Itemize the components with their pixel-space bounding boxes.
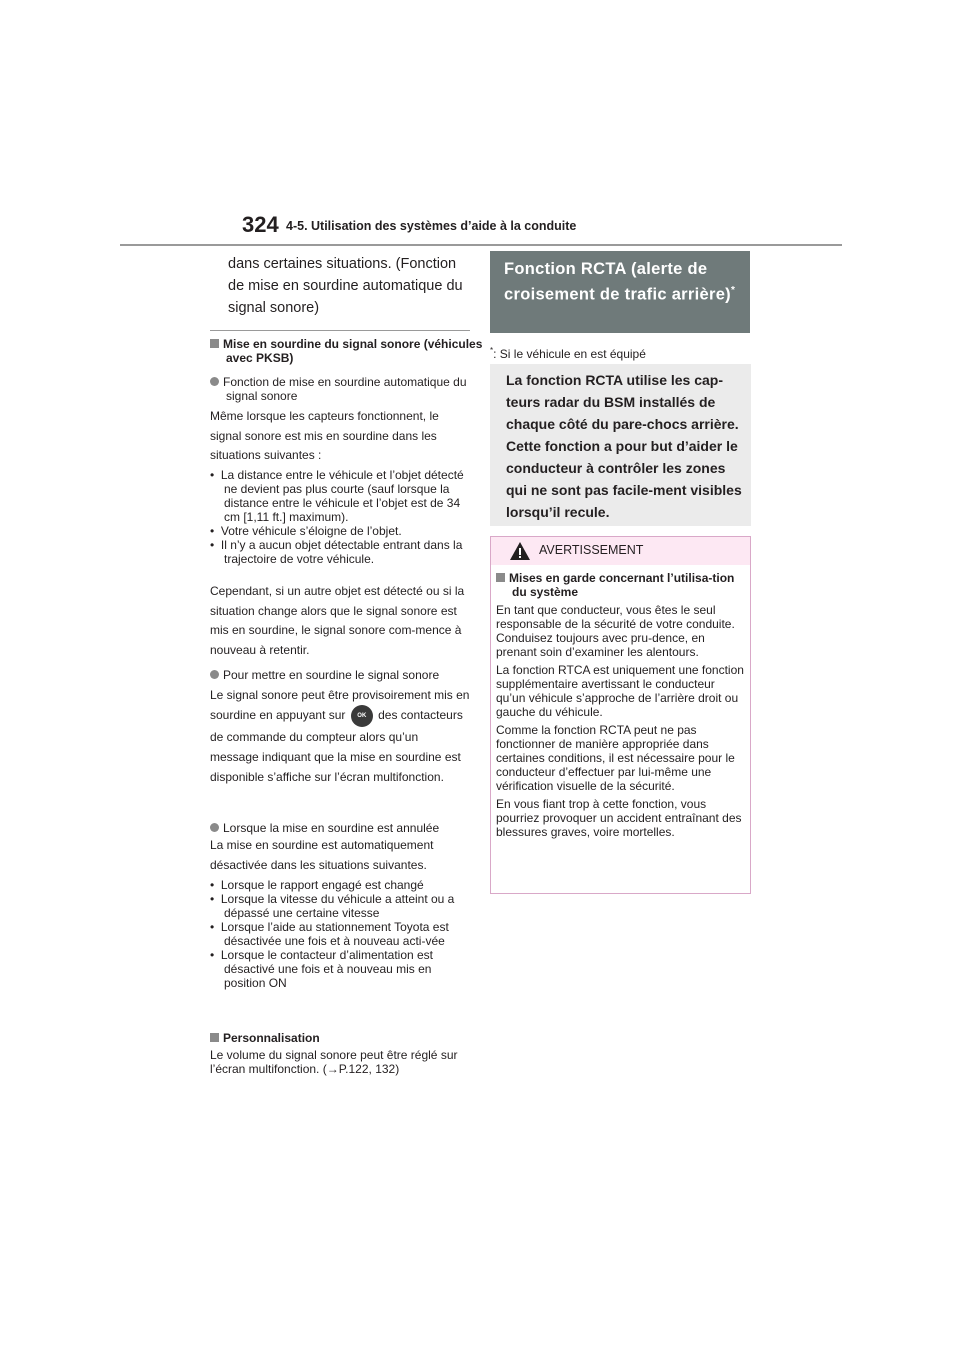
warning-paragraph: La fonction RTCA est uniquement une fonction supplémentaire avertissant le conducteur qu’un véhicule s’approche de l’arrière droit ou gauche du véhicule. bbox=[496, 663, 744, 719]
list-item: • La distance entre le véhicule et l’objet détecté ne devient pas plus courte (sauf lorsque la distance entre le véhicule et l’objet est de 34 cm [1,11 ft.] maximum). bbox=[210, 468, 464, 524]
warning-box bbox=[490, 536, 751, 894]
to-mute-title: Pour mettre en sourdine le signal sonore bbox=[210, 668, 486, 682]
rcta-heading-box bbox=[490, 251, 750, 333]
summary-box bbox=[490, 364, 751, 526]
ok-button-icon: OK bbox=[351, 705, 373, 727]
round-bullet-icon bbox=[210, 377, 219, 386]
warning-header bbox=[491, 537, 750, 565]
page-number: 324 bbox=[242, 212, 279, 237]
round-bullet-icon bbox=[210, 823, 219, 832]
warning-label: AVERTISSEMENT bbox=[539, 543, 644, 557]
list-item: • Lorsque le contacteur d’alimentation est désactivé une fois et à nouveau mis en position ON bbox=[210, 948, 434, 990]
list-item: • Votre véhicule s’éloigne de l’objet. bbox=[210, 524, 402, 538]
warning-paragraph: Comme la fonction RCTA peut ne pas fonctionner de manière appropriée dans certaines conditions, il est nécessaire pour le conducteur d’effectuer par lui-même une vérification visuelle de la sécurité. bbox=[496, 723, 735, 793]
list-item: • Lorsque l’aide au stationnement Toyota est désactivée une fois et à nouveau acti-vée bbox=[210, 920, 449, 948]
summary-text: La fonction RCTA utilise les cap-teurs radar du BSM installés de chaque côté du pare-chocs arrière. Cette fonction a pour but d’aider le conducteur à contrôler les zones qui ne sont pas facile-ment visibles lorsqu’il recule. bbox=[506, 372, 742, 520]
list-item: • Lorsque le rapport engagé est changé bbox=[210, 878, 424, 892]
section-title: 4-5. Utilisation des systèmes d’aide à la conduite bbox=[286, 219, 577, 233]
auto-mute-title: Fonction de mise en sourdine automatique du signal sonore bbox=[210, 375, 486, 403]
custom-heading: Personnalisation bbox=[210, 1031, 470, 1045]
auto-mute-text: Même lorsque les capteurs fonctionnent, le signal sonore est mis en sourdine dans les situations suivantes : bbox=[210, 409, 439, 462]
warning-body bbox=[496, 571, 744, 839]
to-mute-text: Le signal sonore peut être provisoirement mis en sourdine en appuyant sur OK des contacteurs de commande du compteur alors qu’un message indiquant que la mise en sourdine est disponible s’affiche sur l’écran multifonction. bbox=[210, 688, 470, 784]
footnote: *: Si le véhicule en est équipé bbox=[490, 346, 646, 361]
warning-triangle-icon bbox=[509, 541, 531, 561]
warning-paragraph: En tant que conducteur, vous êtes le seul responsable de la sécurité de votre conduite. Conduisez toujours avec pru-dence, en prenant soin d’examiner les alentours. bbox=[496, 603, 735, 659]
intro-text: dans certaines situations. (Fonction de mise en sourdine automatique du signal sonore) bbox=[228, 256, 463, 316]
square-bullet-icon bbox=[496, 573, 505, 582]
however-text: Cependant, si un autre objet est détecté ou si la situation change alors que le signal sonore est mis en sourdine, le signal sonore com-mence à nouveau à retentir. bbox=[210, 584, 465, 657]
header-divider bbox=[120, 244, 842, 246]
mute-heading: Mise en sourdine du signal sonore (véhicules avec PKSB) bbox=[210, 337, 486, 365]
cancel-bullets bbox=[210, 878, 470, 990]
square-bullet-icon bbox=[210, 339, 219, 348]
warning-heading: Mises en garde concernant l’utilisa-tion du système bbox=[496, 571, 744, 599]
cancel-text: La mise en sourdine est automatiquement désactivée dans les situations suivantes. bbox=[210, 838, 434, 872]
warning-paragraph: En vous fiant trop à cette fonction, vous pourriez provoquer un accident entraînant des blessures graves, voire mortelles. bbox=[496, 797, 742, 839]
list-item: • Lorsque la vitesse du véhicule a atteint ou a dépassé une certaine vitesse bbox=[210, 892, 455, 920]
round-bullet-icon bbox=[210, 670, 219, 679]
square-bullet-icon bbox=[210, 1033, 219, 1042]
cancel-title: Lorsque la mise en sourdine est annulée bbox=[210, 821, 486, 835]
left-divider bbox=[210, 330, 470, 331]
rcta-title: Fonction RCTA (alerte de croisement de trafic arrière)* bbox=[504, 260, 736, 304]
list-item: • Il n’y a aucun objet détectable entrant dans la trajectoire de votre véhicule. bbox=[210, 538, 463, 566]
custom-text: Le volume du signal sonore peut être réglé sur l’écran multifonction. (→P.122, 132) bbox=[210, 1048, 458, 1076]
auto-mute-bullets bbox=[210, 468, 470, 566]
